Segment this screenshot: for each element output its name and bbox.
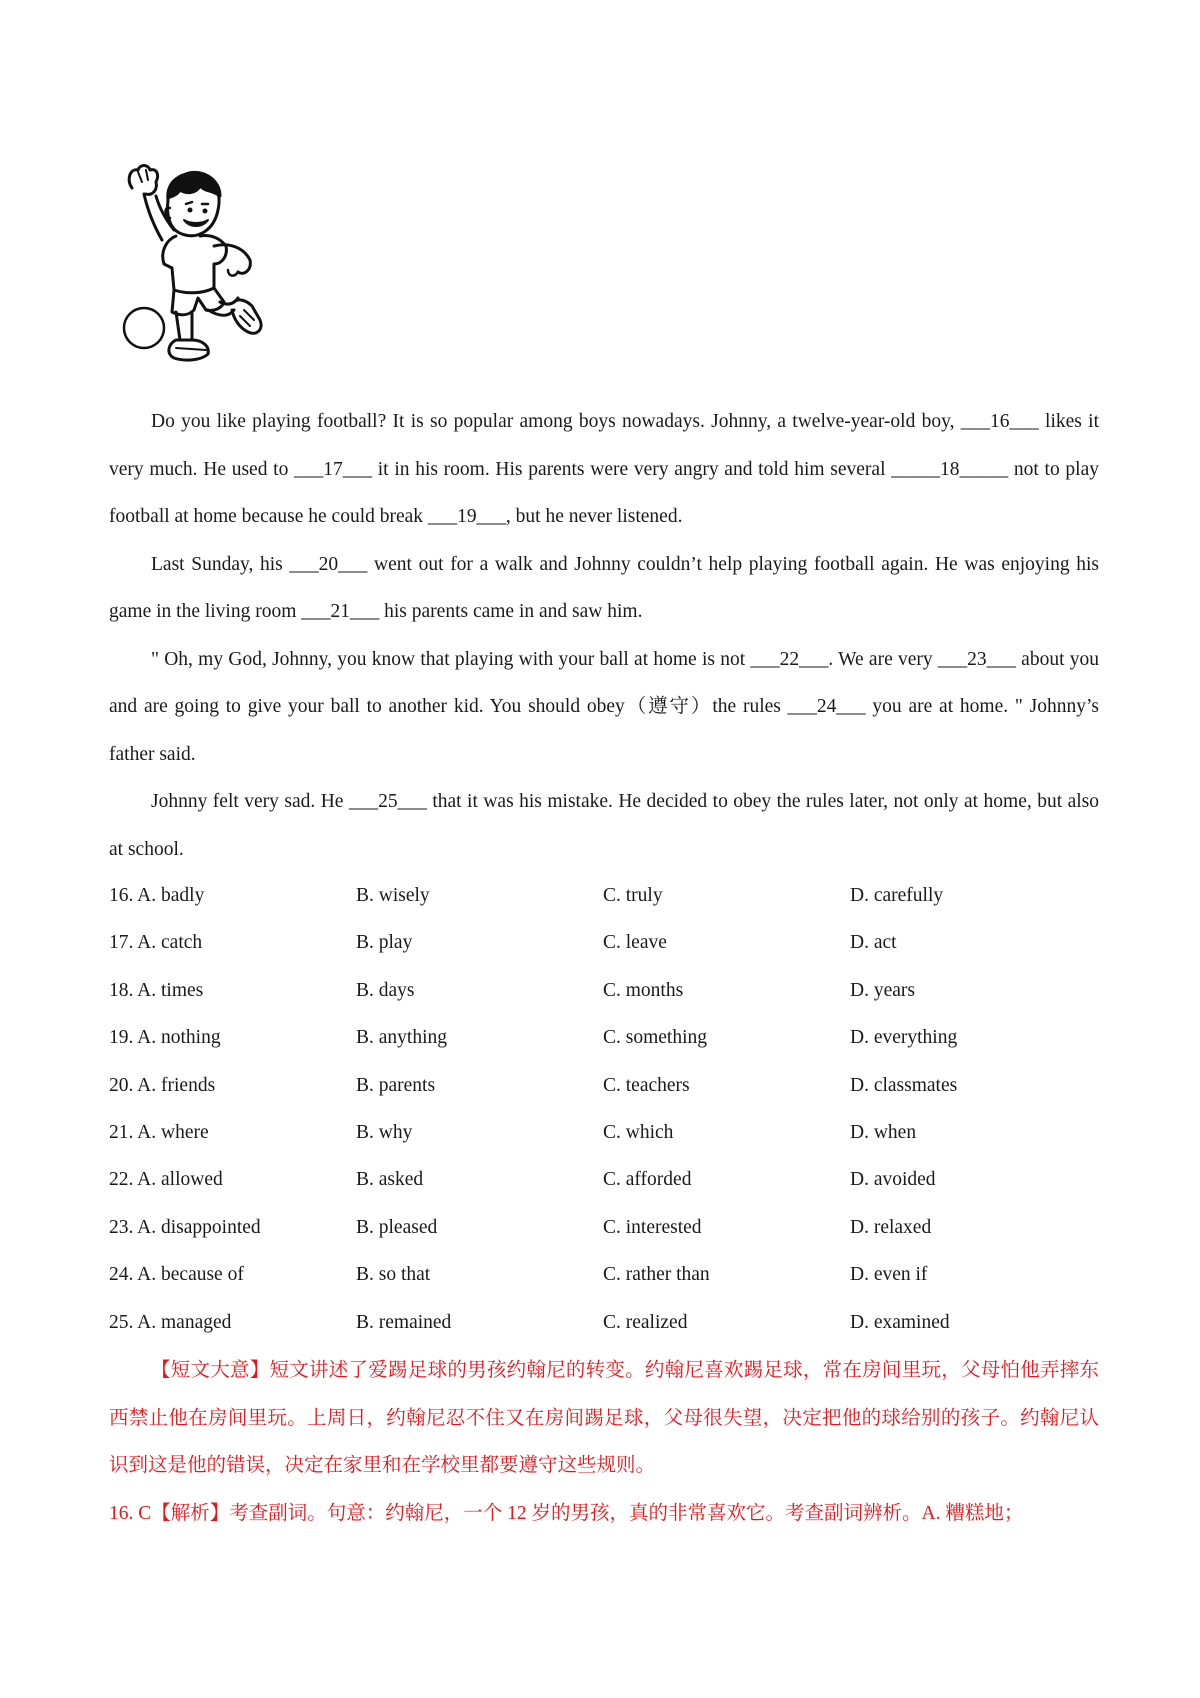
option-b: B. pleased — [356, 1216, 438, 1238]
option-c: C. months — [603, 979, 684, 1001]
option-d: D. even if — [850, 1264, 928, 1286]
passage-paragraph: Do you like playing football? It is so popular among boys nowadays. Johnny, a twelve-year-old boy, ___16___ likes it very much. He used to ___17___ it in his room. His parents were very angry and told him several _____18_____ not to play football at home because he could break ___19___, but he never listened. — [109, 411, 1099, 527]
option-c: C. something — [603, 1027, 708, 1049]
option-d: D. classmates — [850, 1074, 958, 1096]
option-row — [109, 1251, 1099, 1298]
option-row — [109, 967, 1099, 1014]
option-row — [109, 1014, 1099, 1061]
passage-paragraph: " Oh, my God, Johnny, you know that playing with your ball at home is not ___22___. We are very ___23___ about you and are going to give your ball to another kid. You should obey（遵守）the rules ___24___ you are at home. " Johnny’s father said. — [109, 648, 1099, 765]
option-row — [109, 1062, 1099, 1109]
option-b: B. anything — [356, 1027, 447, 1049]
option-d: D. when — [850, 1121, 917, 1143]
option-c: C. afforded — [603, 1169, 692, 1191]
option-a: 22. A. allowed — [109, 1169, 223, 1191]
option-a: 24. A. because of — [109, 1264, 244, 1286]
option-d: D. avoided — [850, 1169, 936, 1191]
option-b: B. remained — [356, 1311, 452, 1333]
option-row — [109, 1156, 1099, 1203]
option-b: B. wisely — [356, 885, 430, 906]
option-row — [109, 1204, 1099, 1251]
option-d: D. everything — [850, 1027, 958, 1049]
option-a: 18. A. times — [109, 979, 204, 1001]
passage-paragraph: Johnny felt very sad. He ___25___ that it was his mistake. He decided to obey the rules later, not only at home, but also at school. — [109, 791, 1099, 860]
option-row — [109, 1299, 1099, 1346]
option-b: B. so that — [356, 1264, 431, 1286]
option-d: D. years — [850, 979, 915, 1001]
option-d: D. act — [850, 932, 897, 954]
option-d: D. examined — [850, 1311, 950, 1333]
option-a: 17. A. catch — [109, 932, 203, 954]
question-16-explanation: 16. C【解析】考查副词。句意：约翰尼，一个 12 岁的男孩，真的非常喜欢它。考查副词辨析。A. 糟糕地； — [109, 1502, 1024, 1524]
option-a: 23. A. disappointed — [109, 1216, 261, 1238]
cloze-passage — [109, 398, 1099, 873]
option-b: B. days — [356, 979, 415, 1001]
option-a: 20. A. friends — [109, 1074, 216, 1096]
option-c: C. leave — [603, 932, 667, 954]
option-a: 25. A. managed — [109, 1311, 232, 1333]
option-c: C. interested — [603, 1216, 702, 1238]
option-a: 19. A. nothing — [109, 1027, 221, 1049]
option-row — [109, 872, 1099, 919]
passage-summary: 【短文大意】短文讲述了爱踢足球的男孩约翰尼的转变。约翰尼喜欢踢足球，常在房间里玩，父母怕他弄摔东西禁止他在房间里玩。上周日，约翰尼忍不住又在房间踢足球，父母很失望，决定把他的球给别的孩子。约翰尼认识到这是他的错误，决定在家里和在学校里都要遵守这些规则。 — [109, 1360, 1099, 1476]
option-d: D. carefully — [850, 885, 944, 906]
option-d: D. relaxed — [850, 1216, 932, 1238]
option-c: C. rather than — [603, 1264, 710, 1286]
option-c: C. which — [603, 1121, 674, 1143]
passage-paragraph: Last Sunday, his ___20___ went out for a walk and Johnny couldn’t help playing football again. He was enjoying his game in the living room ___21___ his parents came in and saw him. — [109, 553, 1099, 622]
option-a: 16. A. badly — [109, 885, 205, 906]
answer-options — [109, 872, 1099, 1346]
option-b: B. why — [356, 1121, 413, 1143]
option-row — [109, 1109, 1099, 1156]
boy-kicking-football-illustration — [122, 160, 292, 382]
option-b: B. parents — [356, 1074, 436, 1096]
option-row — [109, 919, 1099, 966]
option-b: B. asked — [356, 1169, 424, 1191]
option-b: B. play — [356, 932, 413, 954]
option-c: C. truly — [603, 885, 663, 906]
option-a: 21. A. where — [109, 1121, 209, 1143]
answer-analysis — [109, 1347, 1099, 1537]
option-c: C. realized — [603, 1311, 688, 1333]
option-c: C. teachers — [603, 1074, 690, 1096]
